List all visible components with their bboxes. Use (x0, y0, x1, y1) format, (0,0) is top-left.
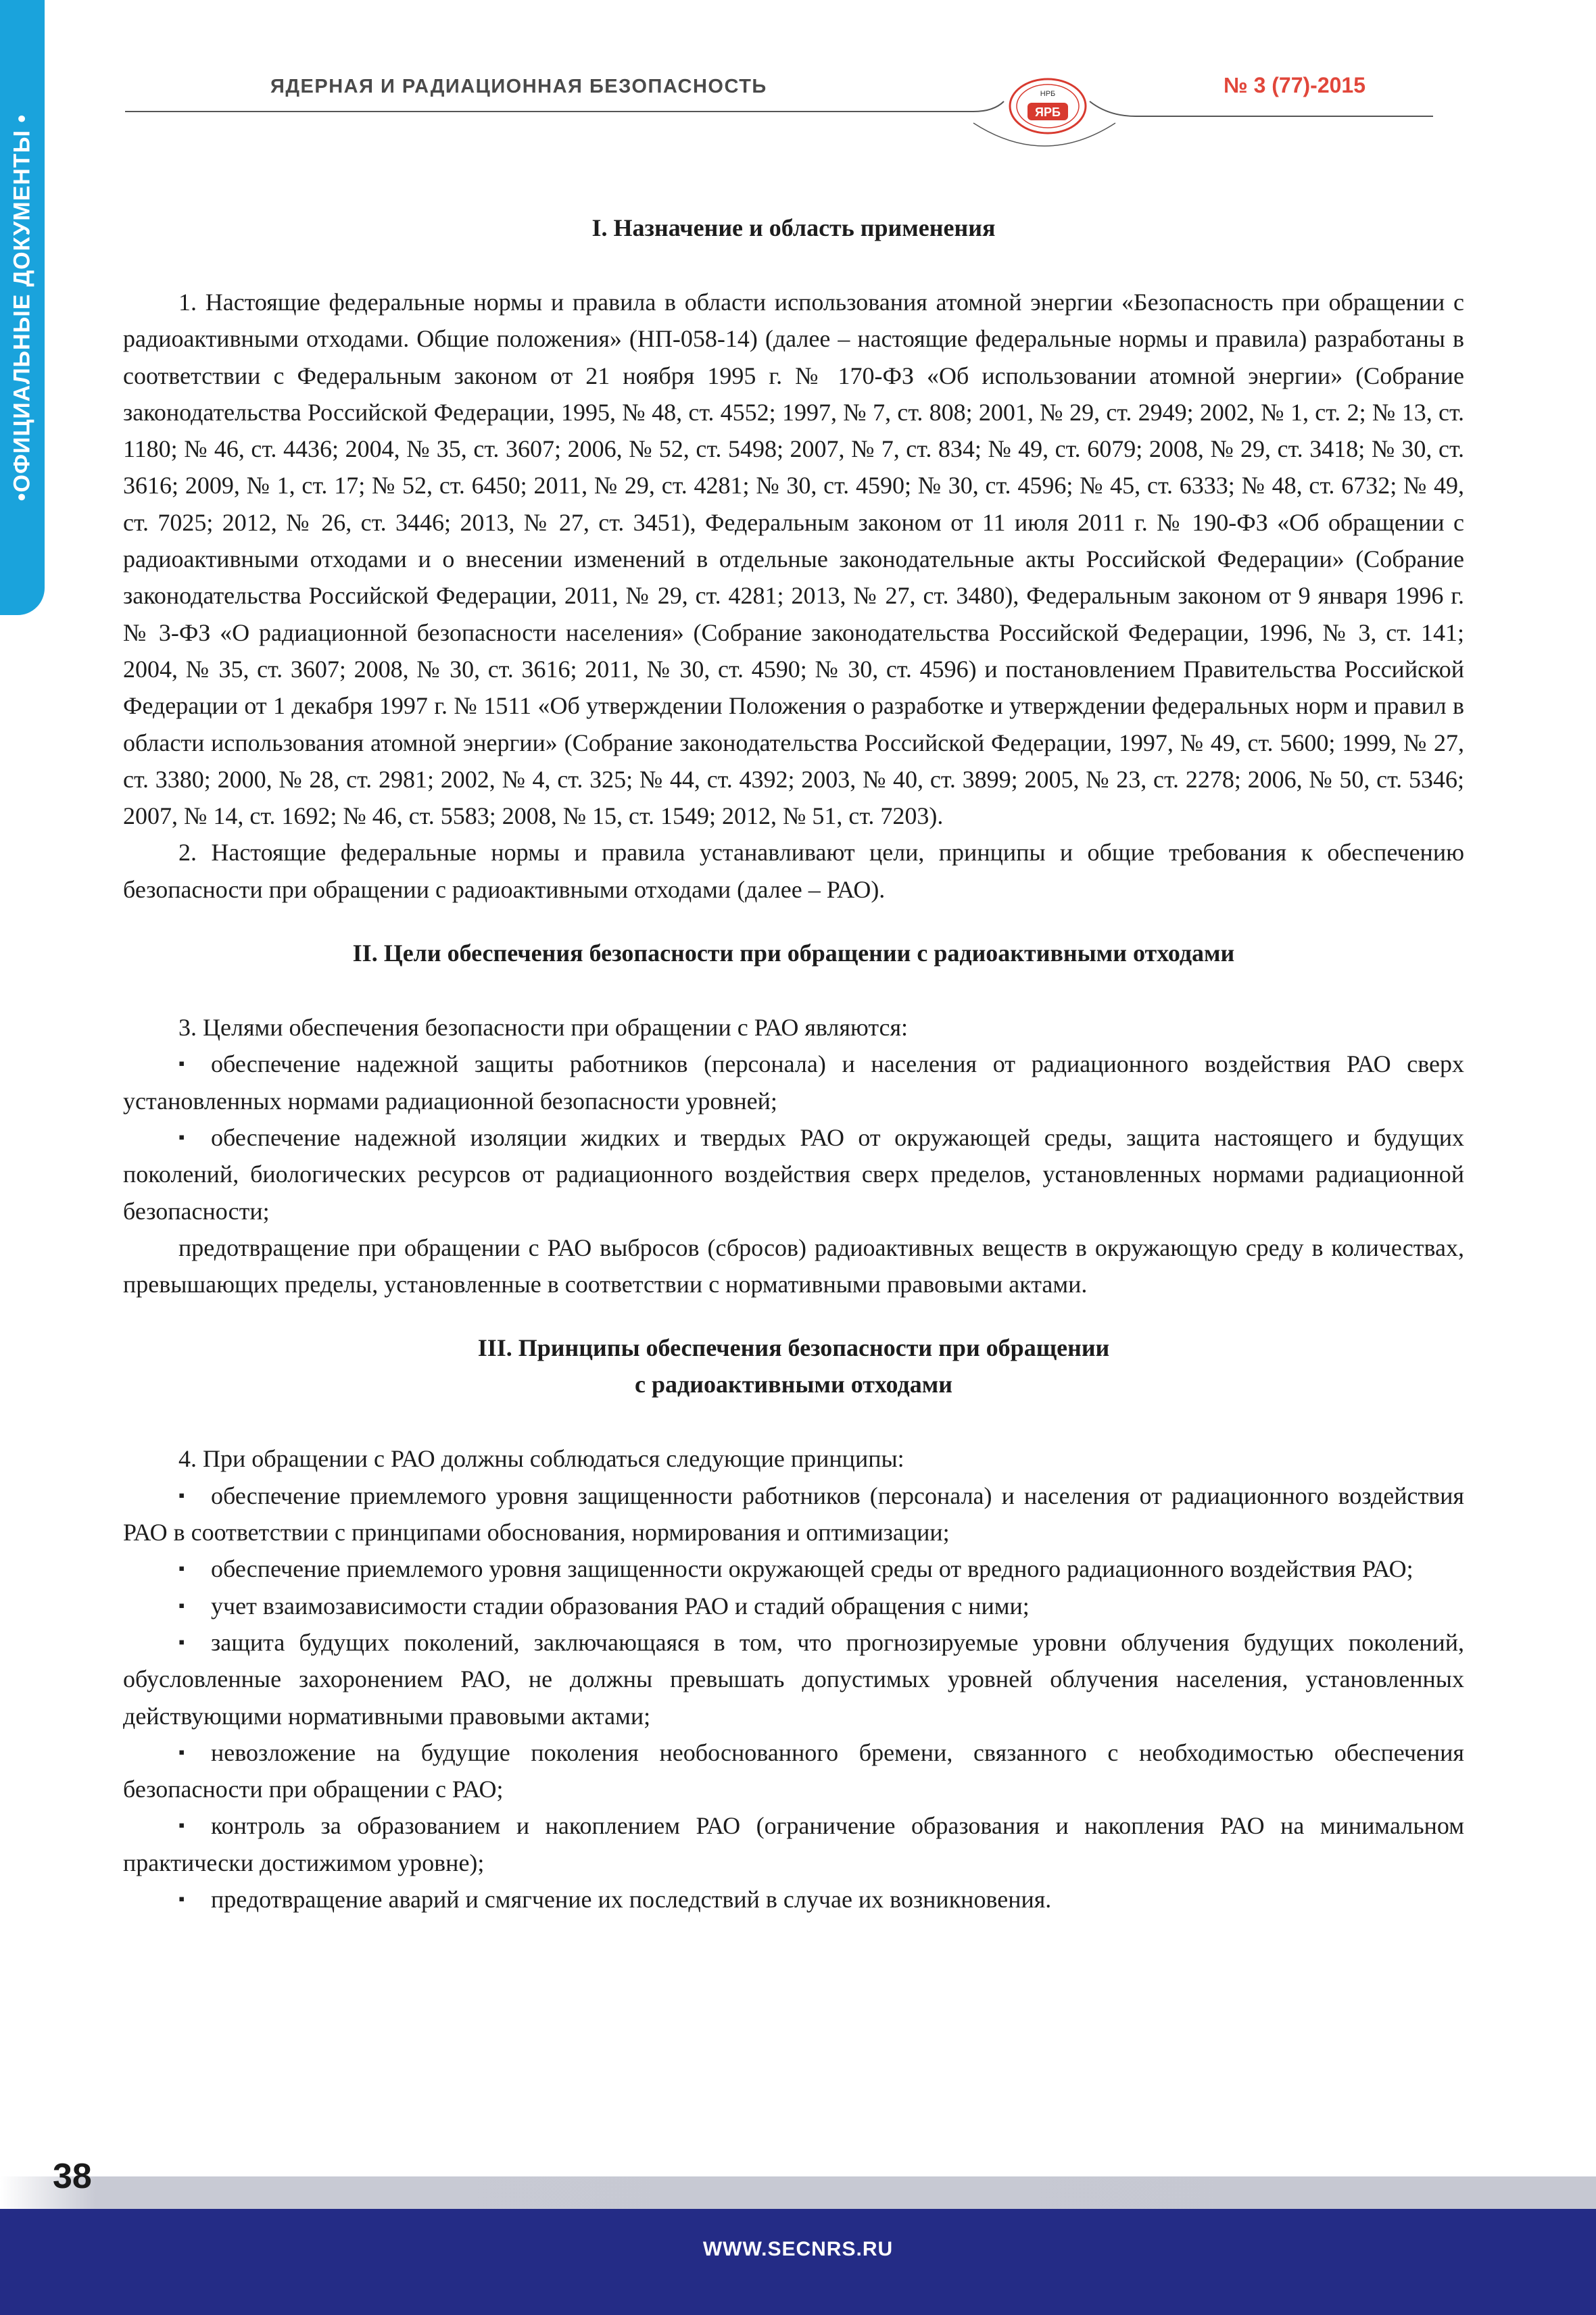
bullet-icon: ▪ (178, 1595, 185, 1615)
list-item-text: контроль за образованием и накоплением РАО (ограничение образования и накопления РАО на минимальном практически достижимом уровне); (123, 1812, 1464, 1876)
paragraph-3: 3. Целями обеспечения безопасности при обращении с РАО являются: (178, 1014, 909, 1042)
paragraph-1: 1. Настоящие федеральные нормы и правила в области использования атомной энергии «Безопасность при обращении с радиоактивными отходами. Общие положения» (НП-058-14) (далее – настоящие федеральные нормы и правила) разработаны в соответствии с Федеральным законом от 21 ноября 1995 г. № 170-ФЗ «Об использовании атомной энергии» (Собрание законодательства Российской Федерации, 1995, № 48, ст. 4552; 1997, № 7, ст. 808; 2001, № 29, ст. 2949; 2002, № 1, ст. 2; № 13, ст. 1180; № 46, ст. 4436; 2004, № 35, ст. 3607; 2006, № 52, ст. 5498; 2007, № 7, ст. 834; № 49, ст. 6079; 2008, № 29, ст. 3418; № 30, ст. 3616; 2009, № 1, ст. 17; № 52, ст. 6450; 2011, № 29, ст. 4281; № 30, ст. 4590; № 30, ст. 4596; № 45, ст. 6333; № 48, ст. 6732; № 49, ст. 7025; 2012, № 26, ст. 3446; 2013, № 27, ст. 3451), Федеральным законом от 11 июля 2011 г. № 190-ФЗ «Об обращении с радиоактивными отходами и о внесении изменений в отдельные законодательные акты Российской Федерации» (Собрание законодательства Российской Федерации, 2011, № 29, ст. 4281; 2013, № 27, ст. 3480), Федеральным законом от 9 января 1996 г. № 3-ФЗ «О радиационной безопасности населения» (Собрание законодательства Российской Федерации, 1996, № 3, ст. 141; 2004, № 35, ст. 3607; 2008, № 30, ст. 3616; 2011, № 30, ст. 4590; № 30, ст. 4596) и постановлением Правительства Российской Федерации от 1 декабря 1997 г. № 1511 «Об утверждении Положения о разработке и утверждении федеральных норм и правил в области использования атомной энергии» (Собрание законодательства Российской Федерации, 1997, № 49, ст. 5600; 1999, № 27, ст. 3380; 2000, № 28, ст. 2981; 2002, № 4, ст. 325; № 44, ст. 4392; 2003, № 40, ст. 3899; 2005, № 23, ст. 2278; 2006, № 50, ст. 5346; 2007, № 14, ст. 1692; № 46, ст. 5583; 2008, № 15, ст. 1549; 2012, № 51, ст. 7203). (123, 289, 1464, 830)
bullet-icon: ▪ (178, 1559, 185, 1579)
paragraph-2: 2. Настоящие федеральные нормы и правила устанавливают цели, принципы и общие требования к обеспечению безопасности при обращении с радиоактивными отходами (далее – РАО). (123, 839, 1464, 903)
bullet-icon: ▪ (178, 1816, 185, 1836)
journal-logo (1007, 76, 1088, 137)
journal-title: ЯДЕРНАЯ И РАДИАЦИОННАЯ БЕЗОПАСНОСТЬ (270, 76, 767, 97)
list-item (123, 1881, 1464, 1918)
section-heading-3 (123, 1330, 1464, 1403)
bullet-icon: ▪ (178, 1632, 185, 1652)
list-item (123, 1046, 1464, 1119)
section-heading-2: II. Цели обеспечения безопасности при обращении с радиоактивными отходами (352, 940, 1235, 967)
document-body (123, 210, 1464, 1918)
side-tab-label: •ОФИЦИАЛЬНЫЕ ДОКУМЕНТЫ • (9, 114, 35, 502)
section-heading-3-line1: III. Принципы обеспечения безопасности при обращении (477, 1334, 1110, 1362)
list-item (123, 1119, 1464, 1229)
footer-website-link[interactable]: WWW.SECNRS.RU (702, 2238, 894, 2260)
bullet-icon: ▪ (178, 1485, 185, 1505)
list-item-text: защита будущих поколений, заключающаяся в том, что прогнозируемые уровни облучения будущих поколений, обусловленные захоронением РАО, не должны превышать допустимых уровней облучения населения, установленных действующими нормативными правовыми актами; (123, 1628, 1464, 1730)
list-item-text: обеспечение приемлемого уровня защищенности работников (персонала) и населения от радиационного воздействия РАО в соответствии с принципами обоснования, нормирования и оптимизации; (123, 1482, 1464, 1546)
list-item-text: невозложение на будущие поколения необоснованного бремени, связанного с необходимостью обеспечения безопасности при обращении с РАО; (123, 1738, 1464, 1803)
list-item-text: предотвращение аварий и смягчение их последствий в случае их возникновения. (211, 1885, 1052, 1913)
bullet-icon: ▪ (178, 1054, 185, 1074)
issue-number: № 3 (77)-2015 (1224, 73, 1365, 97)
section-heading-3-line2: с радиоактивными отходами (635, 1371, 952, 1398)
list-item (123, 1551, 1464, 1587)
list-item (123, 1807, 1464, 1881)
list-item-text: обеспечение надежной изоляции жидких и твердых РАО от окружающей среды, защита настоящего и будущих поколений, биологических ресурсов от радиационного воздействия сверх пределов, установленных нормами радиационной безопасности; (123, 1123, 1464, 1225)
footer-stripe (0, 2176, 1596, 2209)
logo-text: ЯРБ (1035, 105, 1061, 119)
list-item-text: учет взаимозависимости стадии образования РАО и стадий обращения с ними; (211, 1592, 1030, 1619)
paragraph-3-extra: предотвращение при обращении с РАО выбросов (сбросов) радиоактивных веществ в окружающую среду в количествах, превышающих пределы, установленные в соответствии с нормативными правовыми актами. (123, 1234, 1464, 1298)
bullet-icon: ▪ (178, 1127, 185, 1147)
list-item (123, 1624, 1464, 1734)
list-item (123, 1734, 1464, 1808)
list-item (123, 1478, 1464, 1551)
page-number: 38 (53, 2157, 92, 2196)
paragraph-4: 4. При обращении с РАО должны соблюдаться следующие принципы: (178, 1445, 904, 1473)
list-item-text: обеспечение надежной защиты работников (персонала) и населения от радиационного воздействия РАО сверх установленных нормами радиационной безопасности уровней; (123, 1050, 1464, 1115)
bullet-icon: ▪ (178, 1888, 185, 1909)
logo-small-text: НРБ (1040, 90, 1056, 98)
bullet-icon: ▪ (178, 1742, 185, 1762)
section-heading-1: I. Назначение и область применения (591, 214, 996, 241)
list-item-text: обеспечение приемлемого уровня защищенности окружающей среды от вредного радиационного воздействия РАО; (211, 1555, 1413, 1583)
list-item (123, 1588, 1464, 1624)
